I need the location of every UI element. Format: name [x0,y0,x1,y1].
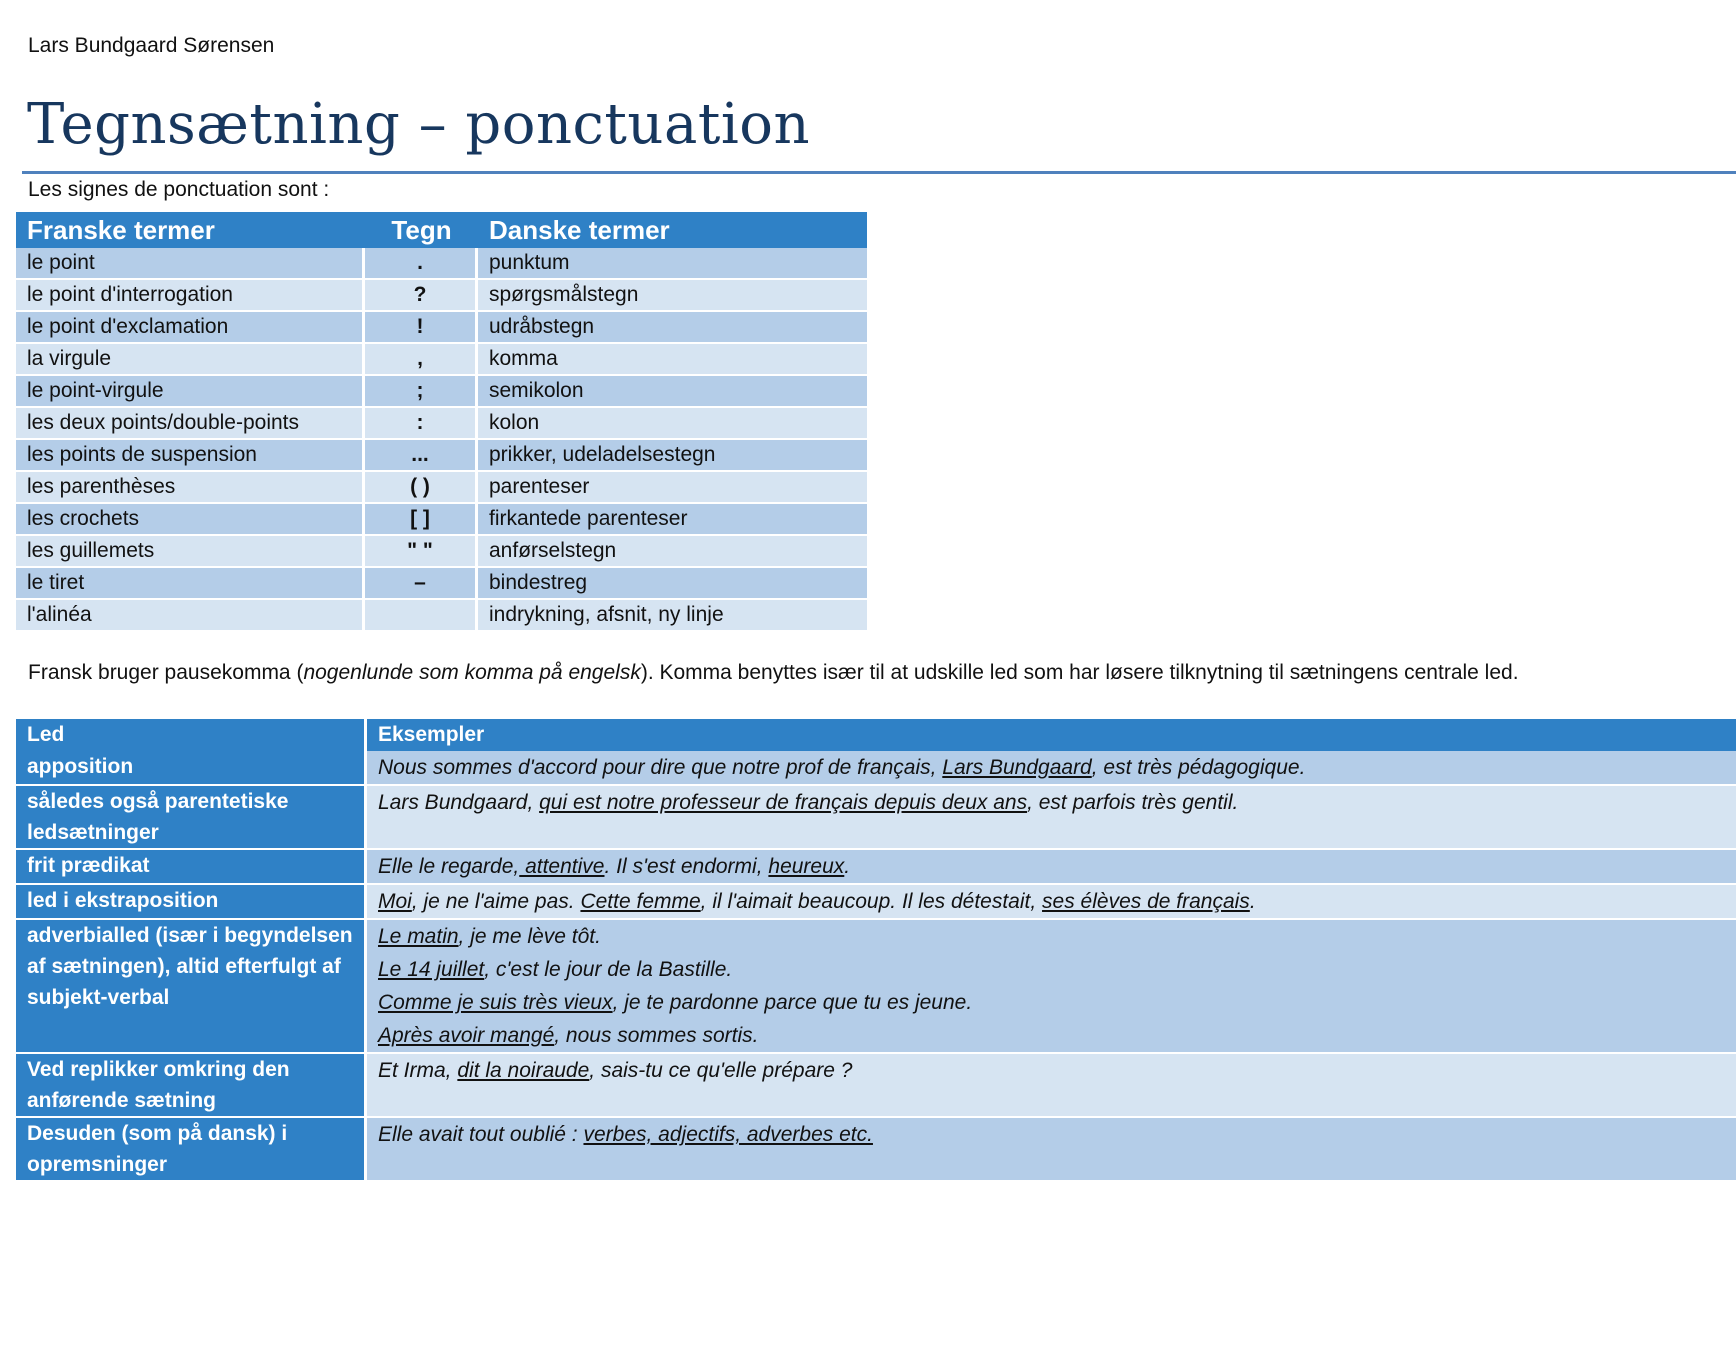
sentence-text: . [1249,890,1256,913]
table-row [16,312,867,344]
header-examples: Eksempler [367,719,1736,751]
punctuation-table-header [16,212,867,248]
sentence-text: Et Irma, [378,1059,458,1082]
underlined-phrase: Lars Bundgaard [942,756,1092,779]
french-term: le point d'interrogation [16,280,365,312]
table-row [16,920,1736,1054]
french-term: les points de suspension [16,440,365,472]
example-sentence [378,986,1736,1019]
sentence-text: Nous sommes d'accord pour dire que notre prof de français, [378,756,943,779]
table-row [16,472,867,504]
example-sentence [378,1019,1736,1052]
underlined-phrase: Cette femme [580,890,701,913]
danish-term: bindestreg [478,568,867,600]
sentence-text: . Il s'est endormi, [604,855,769,878]
table-row [16,600,867,632]
sentence-text: Elle avait tout oublié : [378,1123,584,1146]
intro-text: Les signes de ponctuation sont : [28,178,330,201]
led-label: led i ekstraposition [16,885,367,920]
table-row [16,1118,1736,1182]
danish-term: prikker, udeladelsestegn [478,440,867,472]
examples-table-header [16,719,1736,751]
underlined-phrase: Comme je suis très vieux [378,991,613,1014]
table-row [16,850,1736,885]
example-cell [367,885,1736,920]
table-row [16,536,867,568]
paragraph-text: ). Komma benyttes især til at udskille led som har løsere tilknytning til sætningens centrale led. [640,661,1519,684]
example-sentence [378,751,1736,784]
sentence-text: Elle le regarde, [378,855,520,878]
table-row [16,568,867,600]
danish-term: anførselstegn [478,536,867,568]
header-sign: Tegn [365,212,478,248]
underlined-phrase: qui est notre professeur de français depuis deux ans [539,791,1028,814]
table-row [16,280,867,312]
french-term: le point-virgule [16,376,365,408]
author-name: Lars Bundgaard Sørensen [28,34,275,57]
punctuation-sign: , [365,344,478,376]
table-row [16,440,867,472]
sentence-text: , je ne l'aime pas. [411,890,581,913]
underlined-phrase: attentive [519,855,605,878]
french-term: la virgule [16,344,365,376]
punctuation-sign: ; [365,376,478,408]
comma-paragraph [28,661,1519,685]
underlined-phrase: dit la noiraude [457,1059,590,1082]
sentence-text: , sais-tu ce qu'elle prépare ? [589,1059,853,1082]
table-row [16,751,1736,786]
sentence-text: , nous sommes sortis. [554,1024,759,1047]
table-row [16,376,867,408]
led-label: adverbialled (især i begyndelsen af sætningen), altid efterfulgt af subjekt-verbal [16,920,367,1054]
punctuation-sign: : [365,408,478,440]
paragraph-italic-text: nogenlunde som komma på engelsk [303,661,641,684]
example-sentence [378,1118,1736,1151]
example-sentence [378,1054,1736,1087]
sentence-text: Lars Bundgaard, [378,791,540,814]
sentence-text: , est très pédagogique. [1091,756,1306,779]
table-row [16,248,867,280]
punctuation-sign: ... [365,440,478,472]
underlined-phrase: Après avoir mangé [378,1024,555,1047]
french-term: le tiret [16,568,365,600]
danish-term: semikolon [478,376,867,408]
danish-term: parenteser [478,472,867,504]
french-term: les parenthèses [16,472,365,504]
example-sentence [378,786,1736,819]
french-term: les guillemets [16,536,365,568]
underlined-phrase: Le 14 juillet [378,958,485,981]
danish-term: udråbstegn [478,312,867,344]
sentence-text: . [844,855,851,878]
danish-term: kolon [478,408,867,440]
sentence-text: , c'est le jour de la Bastille. [484,958,733,981]
header-led: Led [16,719,367,751]
led-label: således også parentetiske ledsætninger [16,786,367,850]
page-title: Tegnsætning – ponctuation [27,92,811,157]
header-danish-terms: Danske termer [478,212,867,248]
title-underline [22,171,1736,174]
punctuation-sign: – [365,568,478,600]
example-sentence [378,953,1736,986]
french-term: les crochets [16,504,365,536]
underlined-phrase: heureux [768,855,845,878]
underlined-phrase: verbes, adjectifs, adverbes etc. [583,1123,873,1146]
example-cell [367,751,1736,786]
punctuation-sign: " " [365,536,478,568]
danish-term: punktum [478,248,867,280]
french-term: le point [16,248,365,280]
underlined-phrase: Le matin [378,925,459,948]
example-cell [367,1118,1736,1182]
examples-table [16,719,1736,1182]
sentence-text: , est parfois très gentil. [1027,791,1239,814]
example-sentence [378,850,1736,883]
sentence-text: , je te pardonne parce que tu es jeune. [612,991,973,1014]
underlined-phrase: Moi [378,890,412,913]
led-label: Desuden (som på dansk) i opremsninger [16,1118,367,1182]
example-cell [367,920,1736,1054]
underlined-phrase: ses élèves de français [1042,890,1250,913]
french-term: les deux points/double-points [16,408,365,440]
punctuation-sign: ( ) [365,472,478,504]
punctuation-sign: ! [365,312,478,344]
table-row [16,885,1736,920]
punctuation-sign: ? [365,280,478,312]
led-label: apposition [16,751,367,786]
danish-term: indrykning, afsnit, ny linje [478,600,867,632]
led-label: Ved replikker omkring den anførende sætning [16,1054,367,1118]
table-row [16,1054,1736,1118]
header-french-terms: Franske termer [16,212,365,248]
example-cell [367,1054,1736,1118]
example-cell [367,786,1736,850]
example-sentence [378,885,1736,918]
punctuation-table [16,212,867,632]
danish-term: komma [478,344,867,376]
punctuation-sign [365,600,478,632]
punctuation-sign: [ ] [365,504,478,536]
sentence-text: , je me lève tôt. [458,925,601,948]
danish-term: spørgsmålstegn [478,280,867,312]
table-row [16,344,867,376]
french-term: l'alinéa [16,600,365,632]
example-sentence [378,920,1736,953]
french-term: le point d'exclamation [16,312,365,344]
danish-term: firkantede parenteser [478,504,867,536]
table-row [16,786,1736,850]
led-label: frit prædikat [16,850,367,885]
sentence-text: , il l'aimait beaucoup. Il les détestait, [700,890,1043,913]
table-row [16,504,867,536]
table-row [16,408,867,440]
punctuation-sign: . [365,248,478,280]
paragraph-text: Fransk bruger pausekomma ( [28,661,304,684]
example-cell [367,850,1736,885]
